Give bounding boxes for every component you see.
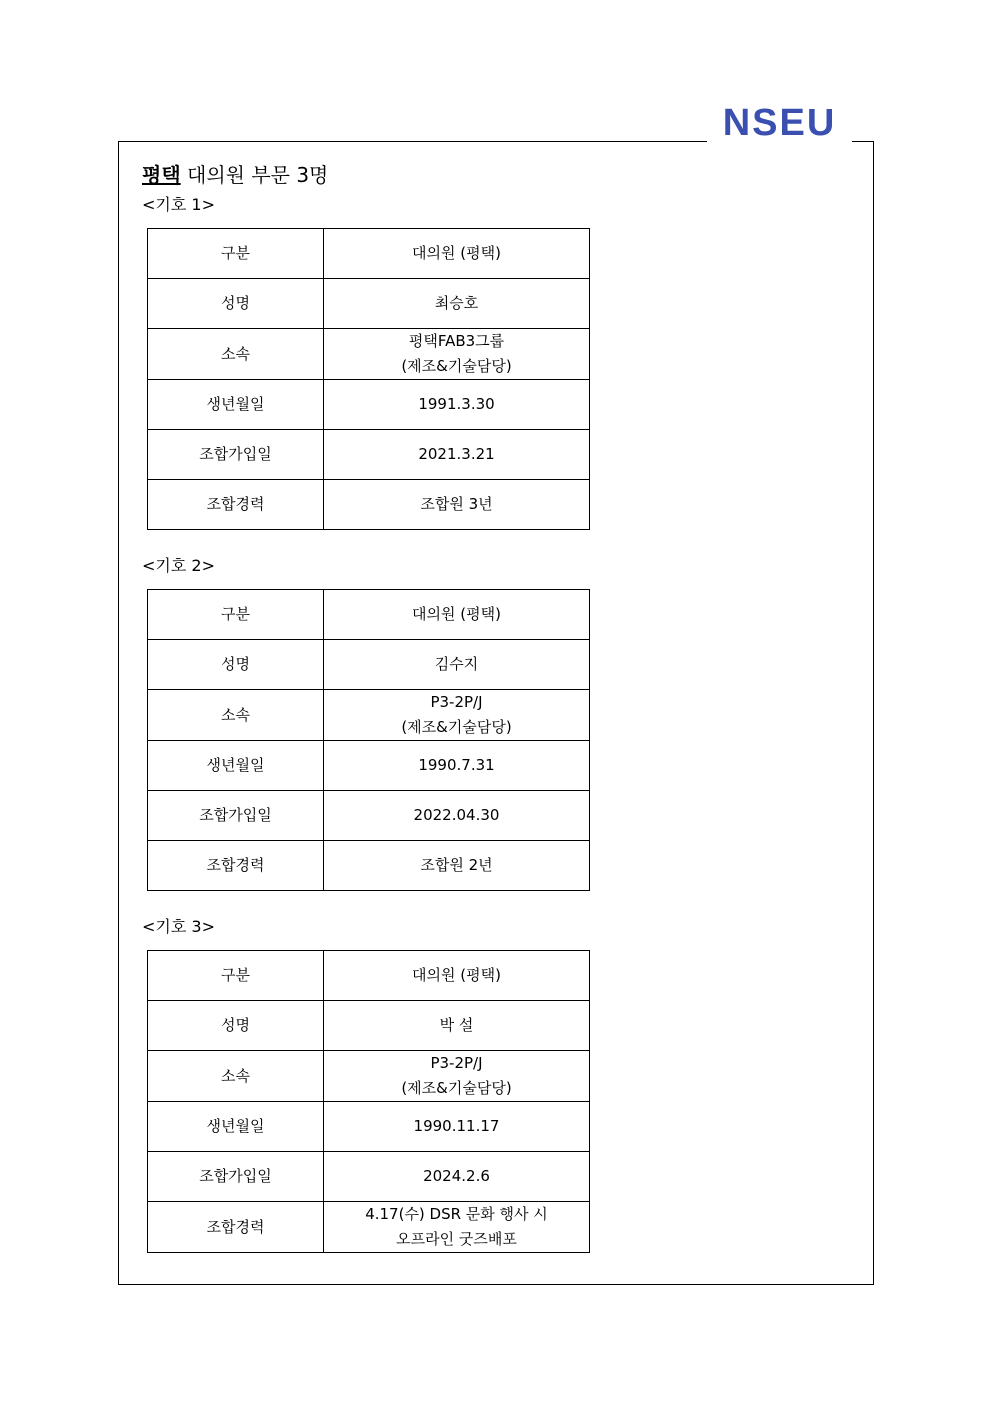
row-key: 구분 (148, 229, 324, 279)
candidate-1-table (147, 228, 590, 530)
candidate-2-table (147, 589, 590, 891)
row-key: 소속 (148, 690, 324, 741)
row-key: 소속 (148, 1051, 324, 1102)
table-row (148, 1152, 590, 1202)
row-value: 최승호 (324, 279, 590, 329)
row-value: 조합원 3년 (324, 480, 590, 530)
row-value: P3-2P/J (제조&기술담당) (324, 690, 590, 741)
table-row (148, 279, 590, 329)
row-value: 1991.3.30 (324, 380, 590, 430)
row-key: 조합가입일 (148, 791, 324, 841)
table-row (148, 1001, 590, 1051)
table-row (148, 841, 590, 891)
row-key: 생년월일 (148, 741, 324, 791)
table-row (148, 951, 590, 1001)
row-value: 1990.11.17 (324, 1102, 590, 1152)
row-key: 성명 (148, 640, 324, 690)
table-row (148, 1202, 590, 1253)
table-row (148, 1051, 590, 1102)
row-key: 구분 (148, 590, 324, 640)
table-row (148, 480, 590, 530)
title-rest: 대의원 부문 3명 (180, 163, 329, 187)
row-key: 소속 (148, 329, 324, 380)
candidate-2-label: <기호 2> (142, 556, 215, 575)
row-value: 김수지 (324, 640, 590, 690)
row-value: 조합원 2년 (324, 841, 590, 891)
row-value: 2024.2.6 (324, 1152, 590, 1202)
row-value: 2021.3.21 (324, 430, 590, 480)
row-value: 4.17(수) DSR 문화 행사 시 오프라인 굿즈배포 (324, 1202, 590, 1253)
row-key: 구분 (148, 951, 324, 1001)
row-key: 성명 (148, 279, 324, 329)
candidate-3-table (147, 950, 590, 1253)
title-region: 평택 (142, 163, 181, 187)
row-value: 대의원 (평택) (324, 229, 590, 279)
table-row (148, 229, 590, 279)
table-row (148, 690, 590, 741)
row-value: 대의원 (평택) (324, 951, 590, 1001)
row-value: 대의원 (평택) (324, 590, 590, 640)
table-row (148, 1102, 590, 1152)
candidate-1-label: <기호 1> (142, 195, 215, 214)
row-key: 조합가입일 (148, 430, 324, 480)
table-row (148, 430, 590, 480)
row-key: 조합경력 (148, 841, 324, 891)
table-row (148, 640, 590, 690)
row-value: 2022.04.30 (324, 791, 590, 841)
row-value: 박 설 (324, 1001, 590, 1051)
row-key: 조합가입일 (148, 1152, 324, 1202)
table-row (148, 329, 590, 380)
nseu-logo: NSEU (707, 100, 852, 146)
table-row (148, 380, 590, 430)
candidate-3-label: <기호 3> (142, 917, 215, 936)
row-value: 1990.7.31 (324, 741, 590, 791)
table-row (148, 741, 590, 791)
table-row (148, 791, 590, 841)
page-title (142, 160, 328, 190)
row-value: 평택FAB3그룹 (제조&기술담당) (324, 329, 590, 380)
row-key: 성명 (148, 1001, 324, 1051)
row-key: 생년월일 (148, 1102, 324, 1152)
row-key: 조합경력 (148, 480, 324, 530)
row-key: 생년월일 (148, 380, 324, 430)
table-row (148, 590, 590, 640)
row-value: P3-2P/J (제조&기술담당) (324, 1051, 590, 1102)
row-key: 조합경력 (148, 1202, 324, 1253)
